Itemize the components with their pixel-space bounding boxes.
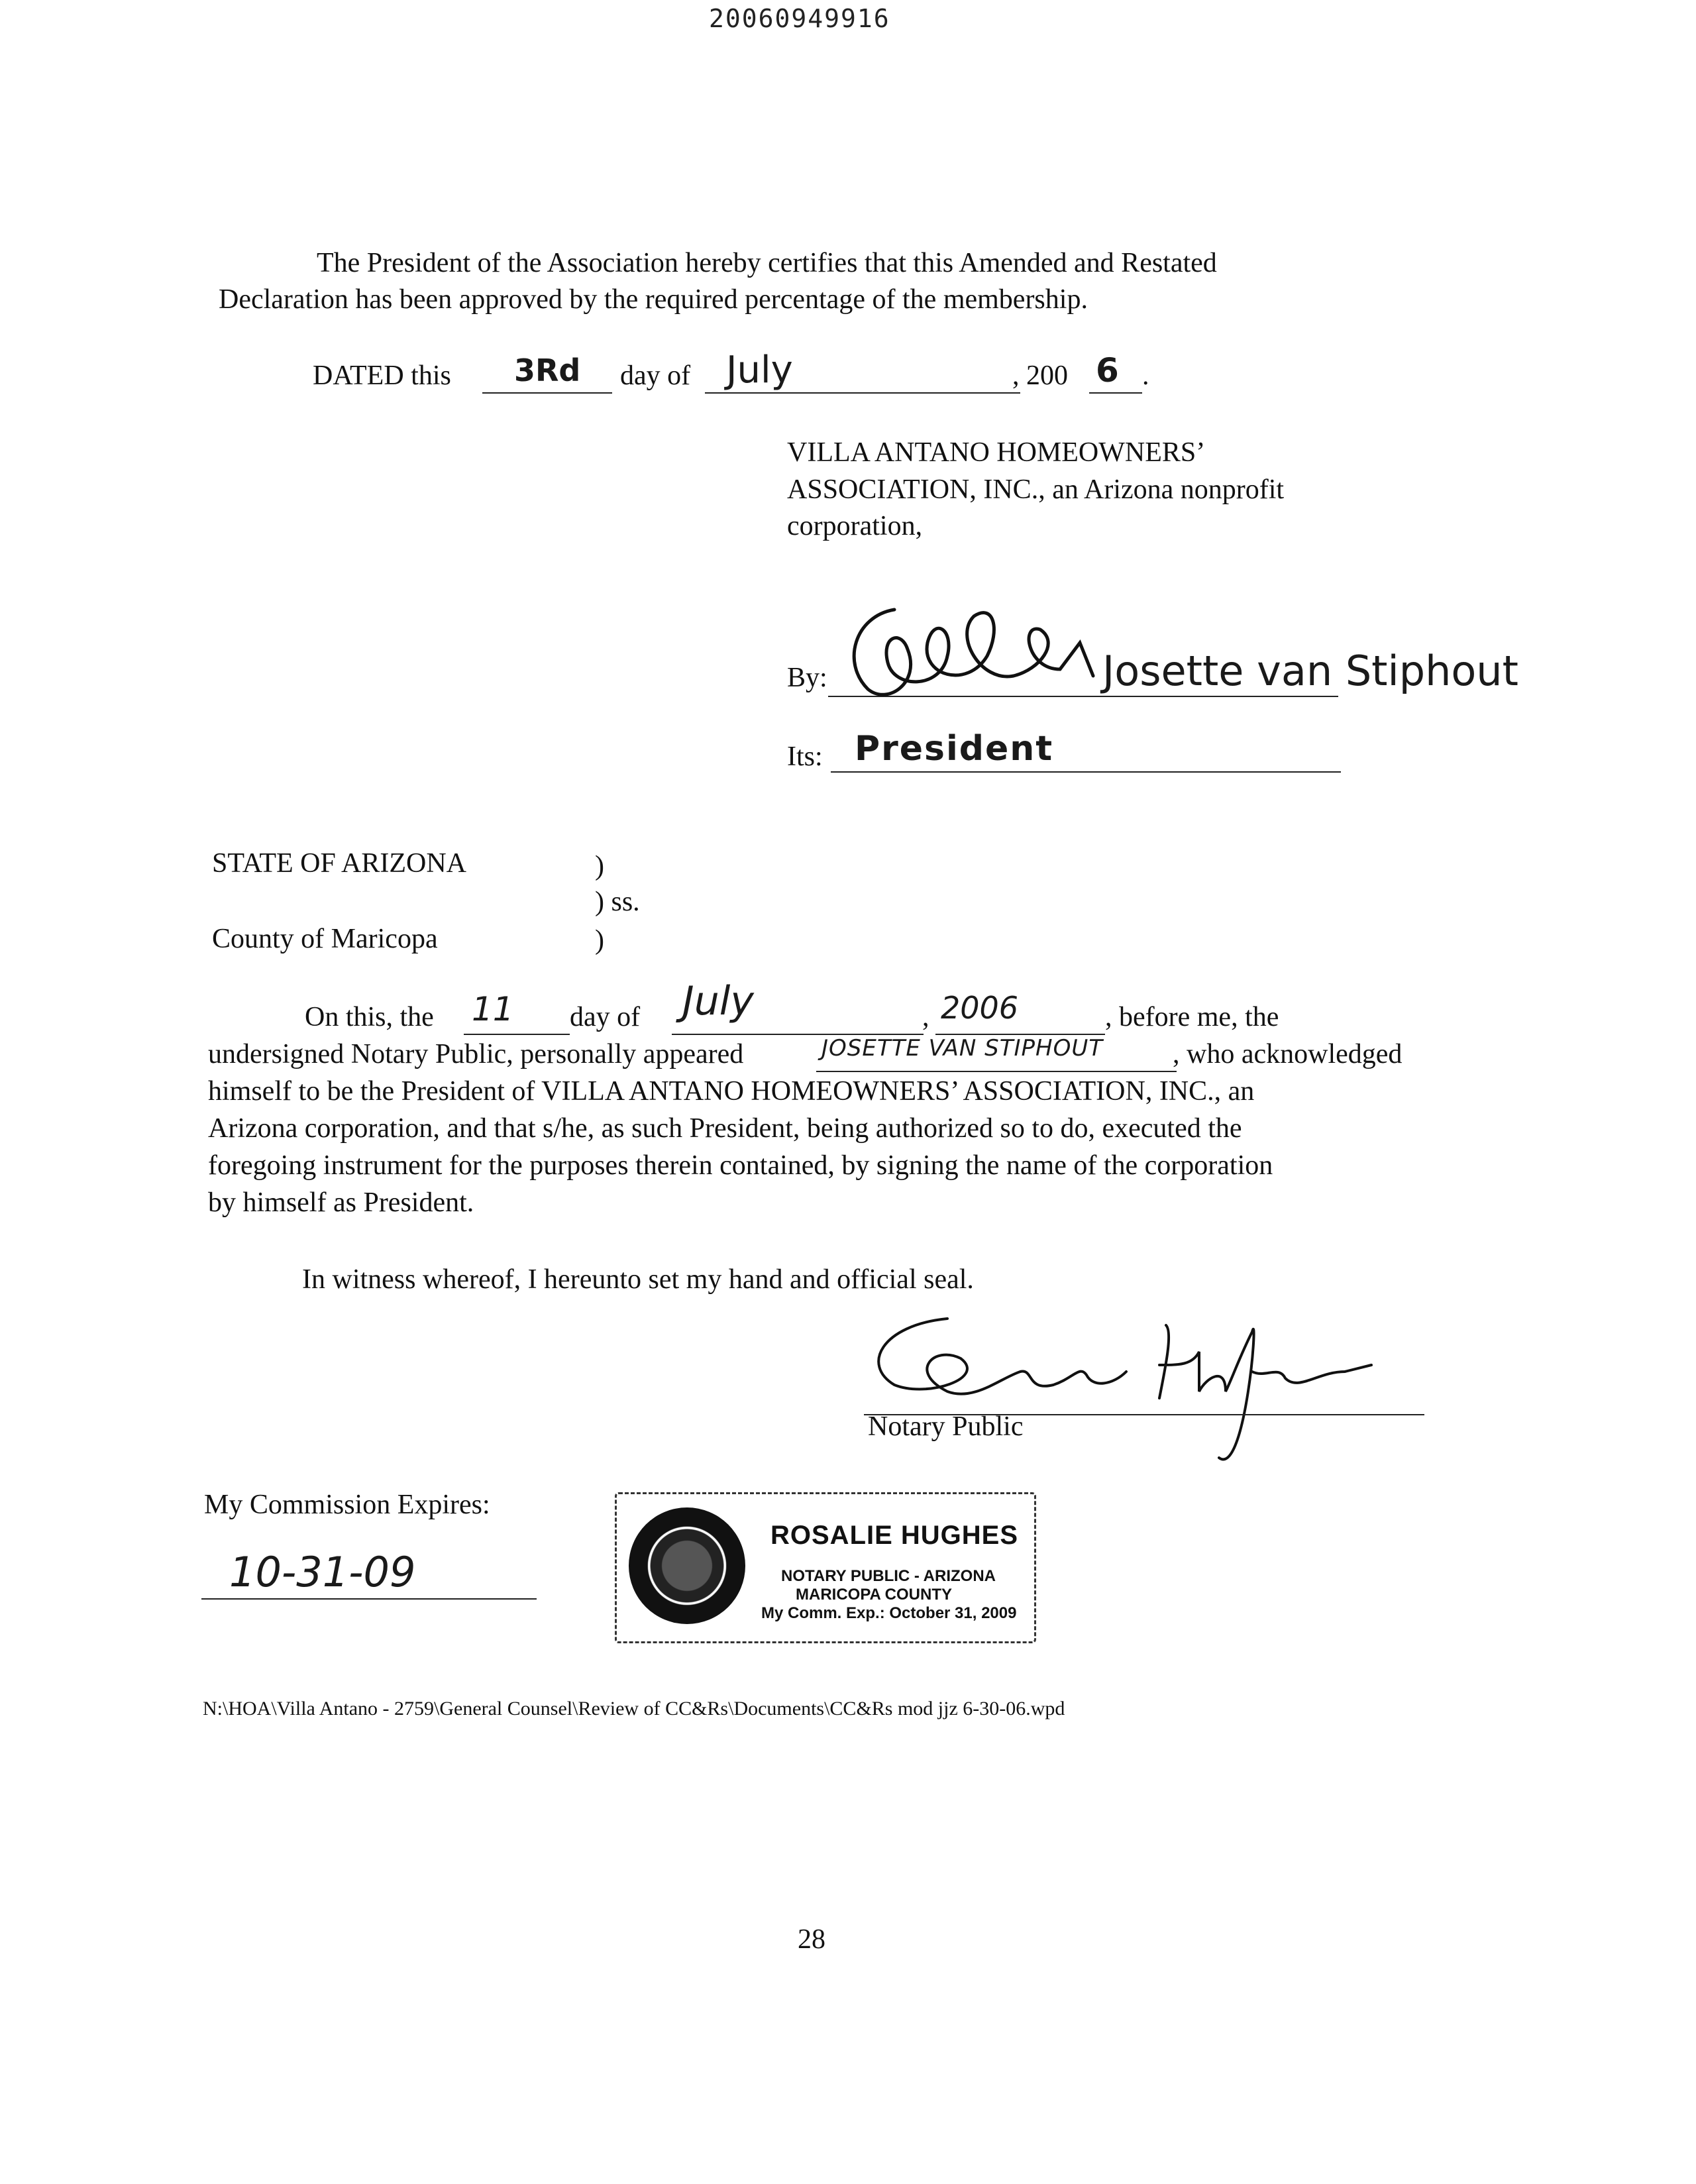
ack-day-line bbox=[464, 1034, 570, 1035]
by-label: By: bbox=[787, 663, 827, 693]
notary-public-label: Notary Public bbox=[868, 1411, 1024, 1442]
ack-day-of: day of bbox=[570, 1002, 641, 1032]
ack-before-me: , before me, the bbox=[1105, 1002, 1279, 1032]
ack-line-6: by himself as President. bbox=[208, 1187, 474, 1218]
venue-state: STATE OF ARIZONA bbox=[212, 848, 466, 879]
ack-on-this: On this, the bbox=[305, 1002, 434, 1032]
dated-day-handwritten: 3Rd bbox=[514, 353, 581, 388]
venue-paren-3: ) bbox=[595, 925, 604, 956]
president-signature-icon bbox=[841, 590, 1106, 709]
ack-name-handwritten: JOSETTE VAN STIPHOUT bbox=[822, 1035, 1103, 1062]
president-printed-name: Josette van Stiphout bbox=[1102, 647, 1518, 695]
notary-stamp bbox=[615, 1492, 1036, 1643]
page-number: 28 bbox=[798, 1924, 825, 1955]
commission-date-line bbox=[201, 1598, 537, 1600]
dated-year-line bbox=[1089, 392, 1142, 394]
ack-day-handwritten: 11 bbox=[472, 990, 514, 1028]
ack-line-5: foregoing instrument for the purposes therein contained, by signing the name of the corporation bbox=[208, 1150, 1273, 1181]
stamp-line-3: My Comm. Exp.: October 31, 2009 bbox=[761, 1604, 1017, 1622]
its-label: Its: bbox=[787, 741, 823, 772]
certification-line-1: The President of the Association hereby certifies that this Amended and Restated bbox=[317, 248, 1217, 278]
dated-month-handwritten: July bbox=[726, 349, 793, 392]
dated-year-handwritten: 6 bbox=[1096, 351, 1119, 390]
witness-text: In witness whereof, I hereunto set my hand and official seal. bbox=[302, 1264, 974, 1295]
venue-ss: ) ss. bbox=[595, 887, 640, 917]
stamp-line-2: MARICOPA COUNTY bbox=[796, 1586, 952, 1604]
dated-year-prefix: , 200 bbox=[1012, 360, 1068, 391]
notary-signature-icon bbox=[855, 1292, 1424, 1478]
dated-month-line bbox=[705, 392, 1020, 394]
dated-prefix: DATED this bbox=[313, 360, 451, 391]
ack-line-4: Arizona corporation, and that s/he, as such President, being authorized so to do, executed the bbox=[208, 1113, 1242, 1144]
commission-label: My Commission Expires: bbox=[204, 1490, 490, 1520]
association-line-3: corporation, bbox=[787, 511, 923, 541]
commission-date-handwritten: 10-31-09 bbox=[229, 1548, 416, 1596]
dated-day-line bbox=[482, 392, 612, 394]
venue-county: County of Maricopa bbox=[212, 924, 438, 954]
footer-file-path: N:\HOA\Villa Antano - 2759\General Counsel\Review of CC&Rs\Documents\CC&Rs mod jjz 6-30-06.wpd bbox=[203, 1698, 1065, 1720]
ack-month-handwritten: July bbox=[682, 978, 754, 1024]
ack-comma: , bbox=[922, 1002, 929, 1032]
dated-period: . bbox=[1142, 360, 1149, 391]
state-seal-icon bbox=[629, 1507, 745, 1624]
association-line-1: VILLA ANTANO HOMEOWNERS’ bbox=[787, 437, 1206, 468]
ack-line-2-post: , who acknowledged bbox=[1173, 1039, 1403, 1069]
ack-line-2-pre: undersigned Notary Public, personally appeared bbox=[208, 1039, 744, 1069]
ack-line-3: himself to be the President of VILLA ANTANO HOMEOWNERS’ ASSOCIATION, INC., an bbox=[208, 1076, 1255, 1107]
stamp-name: ROSALIE HUGHES bbox=[770, 1521, 1019, 1550]
stamp-line-1: NOTARY PUBLIC - ARIZONA bbox=[781, 1567, 996, 1585]
ack-name-line bbox=[816, 1071, 1177, 1072]
ack-year-handwritten: 2006 bbox=[941, 990, 1019, 1026]
association-line-2: ASSOCIATION, INC., an Arizona nonprofit bbox=[787, 474, 1285, 505]
venue-paren-1: ) bbox=[595, 851, 604, 881]
document-number: 20060949916 bbox=[709, 4, 890, 33]
its-line bbox=[831, 771, 1341, 773]
its-handwritten: President bbox=[855, 729, 1054, 769]
dated-day-of: day of bbox=[620, 360, 691, 391]
certification-line-2: Declaration has been approved by the required percentage of the membership. bbox=[219, 284, 1088, 315]
